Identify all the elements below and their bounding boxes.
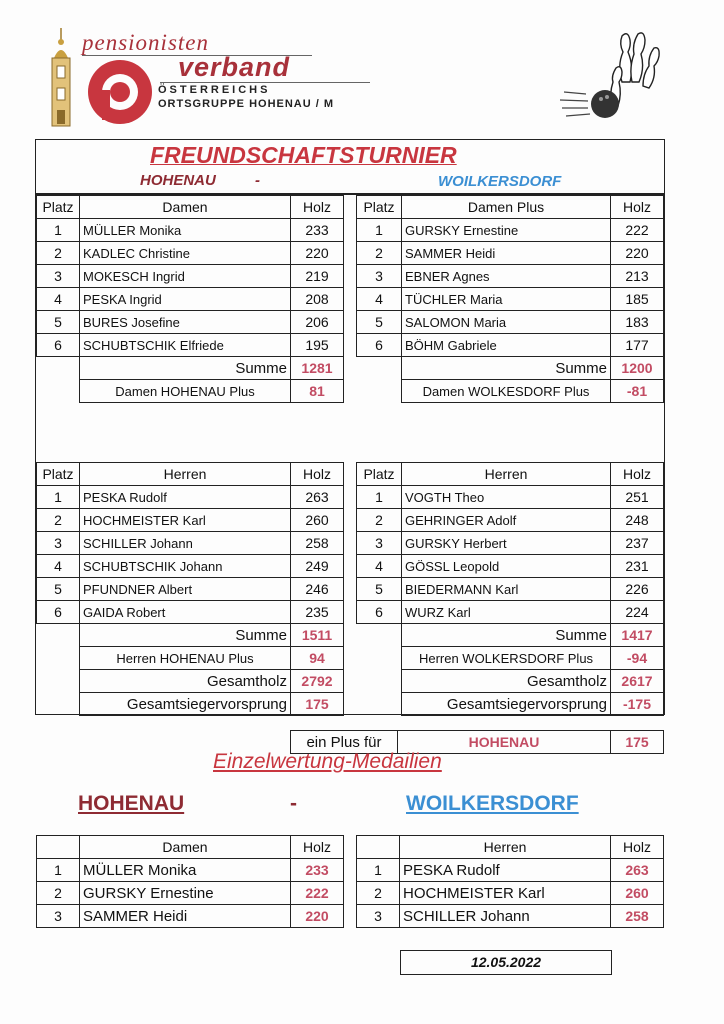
platz-cell: 1 [357,486,402,509]
name-cell: MÜLLER Monika [80,219,291,242]
platz-cell: 6 [37,601,80,624]
holz-cell: 233 [291,219,344,242]
name-cell: BURES Josefine [80,311,291,334]
team-dash: - [255,172,260,189]
table-row [37,486,344,509]
holz-cell: 219 [291,265,344,288]
holz-cell: 220 [291,242,344,265]
damen-a-summe-label: Summe [80,357,291,380]
table-row [37,905,344,928]
platz-cell: 1 [357,859,400,882]
name-cell: MOKESCH Ingrid [80,265,291,288]
platz-cell: 1 [37,219,80,242]
name-cell: PESKA Ingrid [80,288,291,311]
pv-logo-icon [88,60,152,124]
bowling-icon [560,28,670,128]
platz-cell: 4 [357,288,402,311]
table-row [37,859,344,882]
name-cell: GAIDA Robert [80,601,291,624]
medals-damen-table [36,835,344,928]
holz-cell: 220 [291,905,344,928]
table-row [357,555,664,578]
table-row [37,265,344,288]
damen-b-summe: 1200 [611,357,664,380]
platz-cell: 3 [357,905,400,928]
table-row [37,509,344,532]
platz-cell: 3 [37,265,80,288]
table-row [37,311,344,334]
medals-team-b: WOILKERSDORF [406,792,579,815]
herren-a-summe: 1511 [291,624,344,647]
table-row [357,288,664,311]
name-cell: HOCHMEISTER Karl [400,882,611,905]
damen-a-table [36,195,344,403]
name-cell: GEHRINGER Adolf [402,509,611,532]
holz-cell: 233 [291,859,344,882]
holz-cell: 231 [611,555,664,578]
holz-cell: 258 [291,532,344,555]
herren-a-plus-label: Herren HOHENAU Plus [80,647,291,670]
medals-damen-header: Damen [80,836,291,859]
herren-a-gesamt-label: Gesamtholz [80,670,291,693]
table-row [357,578,664,601]
holz-cell: 260 [611,882,664,905]
platz-cell: 5 [357,311,402,334]
name-cell: BÖHM Gabriele [402,334,611,357]
holz-cell: 226 [611,578,664,601]
tournament-title: FREUNDSCHAFTSTURNIER [150,142,457,168]
damen-b-summe-label: Summe [402,357,611,380]
herren-a-table [36,462,344,716]
table-row [357,532,664,555]
table-row [357,882,664,905]
name-cell: SCHUBTSCHIK Johann [80,555,291,578]
name-cell: GURSKY Herbert [402,532,611,555]
herren-b-summe: 1417 [611,624,664,647]
platz-cell: 1 [357,219,402,242]
platz-cell: 3 [357,532,402,555]
platz-header: Platz [357,463,402,486]
team-a-label: HOHENAU [140,172,216,189]
table-row [37,288,344,311]
holz-header: Holz [291,836,344,859]
herren-header: Herren [402,463,611,486]
holz-cell: 222 [291,882,344,905]
table-row [357,311,664,334]
platz-cell: 2 [357,882,400,905]
platz-cell: 6 [357,334,402,357]
table-row [357,242,664,265]
platz-cell: 1 [37,859,80,882]
name-cell: SCHUBTSCHIK Elfriede [80,334,291,357]
damen-a-summe: 1281 [291,357,344,380]
table-row [37,882,344,905]
table-row [357,509,664,532]
platz-cell: 5 [37,578,80,601]
herren-b-gesamt: 2617 [611,670,664,693]
name-cell: SCHILLER Johann [80,532,291,555]
platz-cell: 3 [357,265,402,288]
platz-cell: 1 [37,486,80,509]
holz-cell: 260 [291,509,344,532]
brand-line1: pensionisten [82,30,209,55]
holz-cell: 237 [611,532,664,555]
holz-cell: 258 [611,905,664,928]
holz-header: Holz [291,463,344,486]
herren-b-sieger-label: Gesamtsiegervorsprung [402,693,611,716]
platz-cell: 2 [37,882,80,905]
herren-b-plus-label: Herren WOLKERSDORF Plus [402,647,611,670]
date-box: 12.05.2022 [400,950,612,975]
holz-cell: 206 [291,311,344,334]
name-cell: KADLEC Christine [80,242,291,265]
holz-cell: 263 [291,486,344,509]
herren-b-summe-label: Summe [402,624,611,647]
table-row [37,555,344,578]
herren-a-gesamt: 2792 [291,670,344,693]
church-tower-icon [46,28,76,128]
herren-a-plus: 94 [291,647,344,670]
table-row [357,905,664,928]
damen-a-plus-label: Damen HOHENAU Plus [80,380,291,403]
holz-cell: 185 [611,288,664,311]
name-cell: SALOMON Maria [402,311,611,334]
name-cell: EBNER Agnes [402,265,611,288]
platz-header: Platz [357,196,402,219]
holz-cell: 222 [611,219,664,242]
medals-title: Einzelwertung-Medailien [213,750,442,773]
holz-cell: 177 [611,334,664,357]
name-cell: PFUNDNER Albert [80,578,291,601]
herren-b-gesamt-label: Gesamtholz [402,670,611,693]
damen-b-plus-label: Damen WOLKESDORF Plus [402,380,611,403]
plus-fuer-value: 175 [611,731,664,754]
platz-cell: 5 [37,311,80,334]
table-row [357,486,664,509]
name-cell: SAMMER Heidi [80,905,291,928]
platz-cell: 3 [37,532,80,555]
table-row [37,334,344,357]
herren-a-summe-label: Summe [80,624,291,647]
table-row [357,265,664,288]
platz-cell: 4 [37,555,80,578]
holz-cell: 224 [611,601,664,624]
name-cell: GÖSSL Leopold [402,555,611,578]
holz-cell: 220 [611,242,664,265]
platz-cell: 2 [37,242,80,265]
holz-cell: 183 [611,311,664,334]
table-row [357,859,664,882]
name-cell: GURSKY Ernestine [402,219,611,242]
platz-cell: 2 [37,509,80,532]
holz-header: Holz [611,196,664,219]
name-cell: SCHILLER Johann [400,905,611,928]
name-cell: VOGTH Theo [402,486,611,509]
herren-b-plus: -94 [611,647,664,670]
holz-cell: 251 [611,486,664,509]
holz-cell: 248 [611,509,664,532]
damen-header: Damen [80,196,291,219]
table-row [37,242,344,265]
brand-line2: verband [178,52,291,82]
name-cell: PESKA Rudolf [80,486,291,509]
platz-cell: 2 [357,509,402,532]
holz-header: Holz [611,463,664,486]
brand-line4: ORTSGRUPPE HOHENAU / M [158,98,335,110]
damen-plus-header: Damen Plus [402,196,611,219]
table-row [37,578,344,601]
plus-fuer-label: ein Plus für [291,731,398,754]
platz-cell: 6 [357,601,402,624]
platz-cell: 2 [357,242,402,265]
table-row [37,219,344,242]
team-b-label: WOILKERSDORF [438,173,562,190]
table-row [37,601,344,624]
platz-cell: 5 [357,578,402,601]
medals-dash: - [290,792,297,815]
name-cell: WURZ Karl [402,601,611,624]
name-cell: MÜLLER Monika [80,859,291,882]
table-row [357,219,664,242]
brand-line3: ÖSTERREICHS [158,84,271,96]
medals-herren-table [356,835,664,928]
damen-b-table [356,195,664,403]
holz-cell: 263 [611,859,664,882]
table-row [357,601,664,624]
platz-cell: 4 [357,555,402,578]
platz-header: Platz [37,463,80,486]
table-row [357,334,664,357]
plus-fuer-team: HOHENAU [398,731,611,754]
holz-cell: 235 [291,601,344,624]
platz-cell: 4 [37,288,80,311]
herren-b-sieger: -175 [611,693,664,716]
damen-b-plus: -81 [611,380,664,403]
table-row [37,532,344,555]
holz-cell: 213 [611,265,664,288]
name-cell: GURSKY Ernestine [80,882,291,905]
platz-header: Platz [37,196,80,219]
herren-b-table [356,462,664,716]
holz-cell: 246 [291,578,344,601]
name-cell: SAMMER Heidi [402,242,611,265]
holz-cell: 195 [291,334,344,357]
herren-a-sieger: 175 [291,693,344,716]
brand-rule-2 [160,82,370,83]
damen-a-plus: 81 [291,380,344,403]
holz-cell: 208 [291,288,344,311]
holz-header: Holz [291,196,344,219]
holz-header: Holz [611,836,664,859]
platz-cell: 6 [37,334,80,357]
medals-team-a: HOHENAU [78,792,185,815]
platz-cell: 3 [37,905,80,928]
herren-a-sieger-label: Gesamtsiegervorsprung [80,693,291,716]
name-cell: HOCHMEISTER Karl [80,509,291,532]
name-cell: BIEDERMANN Karl [402,578,611,601]
name-cell: TÜCHLER Maria [402,288,611,311]
medals-herren-header: Herren [400,836,611,859]
holz-cell: 249 [291,555,344,578]
herren-header: Herren [80,463,291,486]
name-cell: PESKA Rudolf [400,859,611,882]
